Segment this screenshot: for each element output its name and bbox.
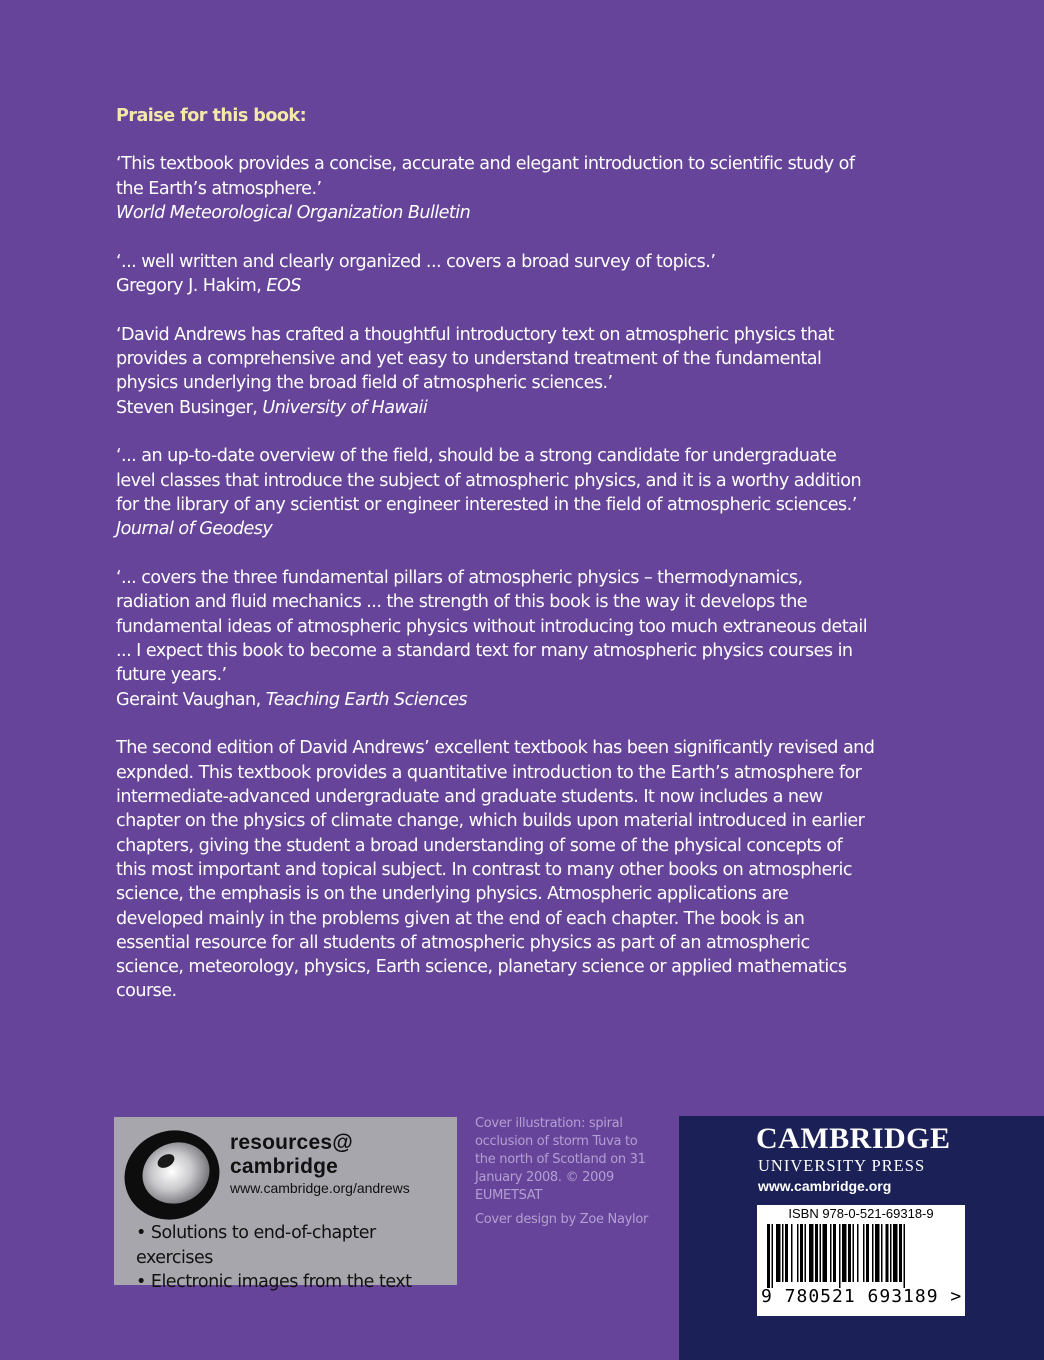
- quote-text: ‘... an up-to-date overview of the field, should be a strong candidate for undergraduate level classes that introduce the subject of atmospheric physics, and it is a worthy addition for the library of any scientist or engineer interested in the field of atmospheric sciences.’: [116, 446, 862, 516]
- back-cover-text: [116, 104, 876, 1004]
- barcode-bar: [782, 1224, 784, 1282]
- barcode-bar: [830, 1224, 832, 1282]
- barcode-bar: [857, 1224, 859, 1282]
- isbn-label: ISBN 978-0-521-69318-9: [788, 1206, 934, 1221]
- barcode-bar: [875, 1224, 880, 1282]
- quote-text: ‘David Andrews has crafted a thoughtful introductory text on atmospheric physics that provides a comprehensive and yet easy to understand treatment of the fundamental physics underlying the broad field of atmospheric sciences.’: [116, 324, 835, 394]
- barcode-bar: [791, 1224, 793, 1282]
- barcode-bar: [904, 1224, 906, 1288]
- barcode-icon: [763, 1224, 959, 1288]
- publisher-name: CAMBRIDGE: [756, 1122, 951, 1155]
- barcode-bar: [815, 1224, 818, 1282]
- quote-source: Steven Businger, University of Hawaii: [116, 397, 428, 418]
- barcode-bar: [800, 1224, 803, 1282]
- barcode-bar: [886, 1224, 889, 1282]
- barcode-bar: [785, 1224, 788, 1282]
- barcode-bar: [839, 1224, 841, 1288]
- praise-heading: Praise for this book:: [116, 106, 307, 126]
- barcode-bar: [809, 1224, 814, 1282]
- barcode-bar: [776, 1224, 781, 1282]
- list-item: • Solutions to end-of-chapter exercises: [136, 1221, 457, 1270]
- quote: [116, 444, 876, 541]
- resources-eye-icon: [120, 1125, 224, 1225]
- barcode-bar: [872, 1224, 874, 1282]
- barcode-bar: [890, 1224, 892, 1282]
- publisher-url[interactable]: www.cambridge.org: [758, 1178, 892, 1194]
- publisher-panel: [679, 1116, 1044, 1360]
- barcode-bar: [820, 1224, 822, 1282]
- book-description: The second edition of David Andrews’ excellent textbook has been significantly revised and expnded. This textbook provides a quantitative introduction to the Earth’s atmosphere for intermediate-advanced undergraduate and graduate students. It now includes a new chapter on the physics of climate change, which builds upon material introduced in earlier chapters, giving the student a broad understanding of some of the physical concepts of this most important and topical subject. In contrast to many other books on atmospheric science, the emphasis is on the underlying physics. Atmospheric applications are developed mainly in the problems given at the end of each chapter. The book is an essential resource for all students of atmospheric physics as part of an atmospheric science, meteorology, physics, Earth science, planetary science or applied mathematics course.: [116, 738, 875, 1002]
- quote-text: ‘... well written and clearly organized ... covers a broad survey of topics.’: [116, 251, 716, 272]
- resources-title: resources@ cambridge: [230, 1131, 353, 1178]
- resources-list: [136, 1221, 457, 1295]
- barcode-bar: [833, 1224, 836, 1282]
- barcode-bar: [842, 1224, 847, 1282]
- barcode-digits: 9 780521 693189 >: [761, 1286, 963, 1307]
- resources-url[interactable]: www.cambridge.org/andrews: [230, 1180, 410, 1196]
- barcode-bar: [866, 1224, 869, 1282]
- barcode-bar: [853, 1224, 855, 1282]
- barcode-bar: [805, 1224, 807, 1282]
- barcode-bar: [863, 1224, 865, 1282]
- publisher-subname: UNIVERSITY PRESS: [758, 1156, 926, 1175]
- barcode-bar: [893, 1224, 898, 1282]
- barcode-bar: [899, 1224, 902, 1282]
- list-item: • Electronic images from the text: [136, 1270, 457, 1295]
- isbn-barcode: [757, 1205, 965, 1316]
- quote: [116, 566, 876, 712]
- quote-text: ‘... covers the three fundamental pillars of atmospheric physics – thermodynamics, radiation and fluid mechanics ... the strength of this book is the way it develops the fundamental ideas of atmospheric physics without introducing too much extraneous detail ... I expect this book to become a standard text for many atmospheric physics courses in future years.’: [116, 568, 868, 686]
- cover-design-credit: Cover design by Zoe Naylor: [475, 1212, 649, 1227]
- quote: [116, 152, 876, 225]
- barcode-bar: [797, 1224, 799, 1282]
- cover-credits: [475, 1115, 660, 1235]
- cover-illustration-credit: Cover illustration: spiral occlusion of storm Tuva to the north of Scotland on 31 January 2008. © 2009 EUMETSAT: [475, 1116, 646, 1203]
- quote: [116, 323, 876, 420]
- barcode-bar: [848, 1224, 851, 1282]
- quote-source: Journal of Geodesy: [116, 519, 273, 540]
- quote-source: Gregory J. Hakim, EOS: [116, 275, 301, 296]
- barcode-bar: [881, 1224, 883, 1282]
- resources-panel: [114, 1117, 457, 1292]
- quote-source: World Meteorological Organization Bulletin: [116, 202, 471, 223]
- quote-source: Geraint Vaughan, Teaching Earth Sciences: [116, 689, 467, 710]
- barcode-bar: [767, 1224, 770, 1288]
- barcode-bar: [772, 1224, 774, 1288]
- quote: [116, 250, 876, 299]
- barcode-bar: [823, 1224, 828, 1282]
- quote-text: ‘This textbook provides a concise, accurate and elegant introduction to scientific study of the Earth’s atmosphere.’: [116, 154, 855, 199]
